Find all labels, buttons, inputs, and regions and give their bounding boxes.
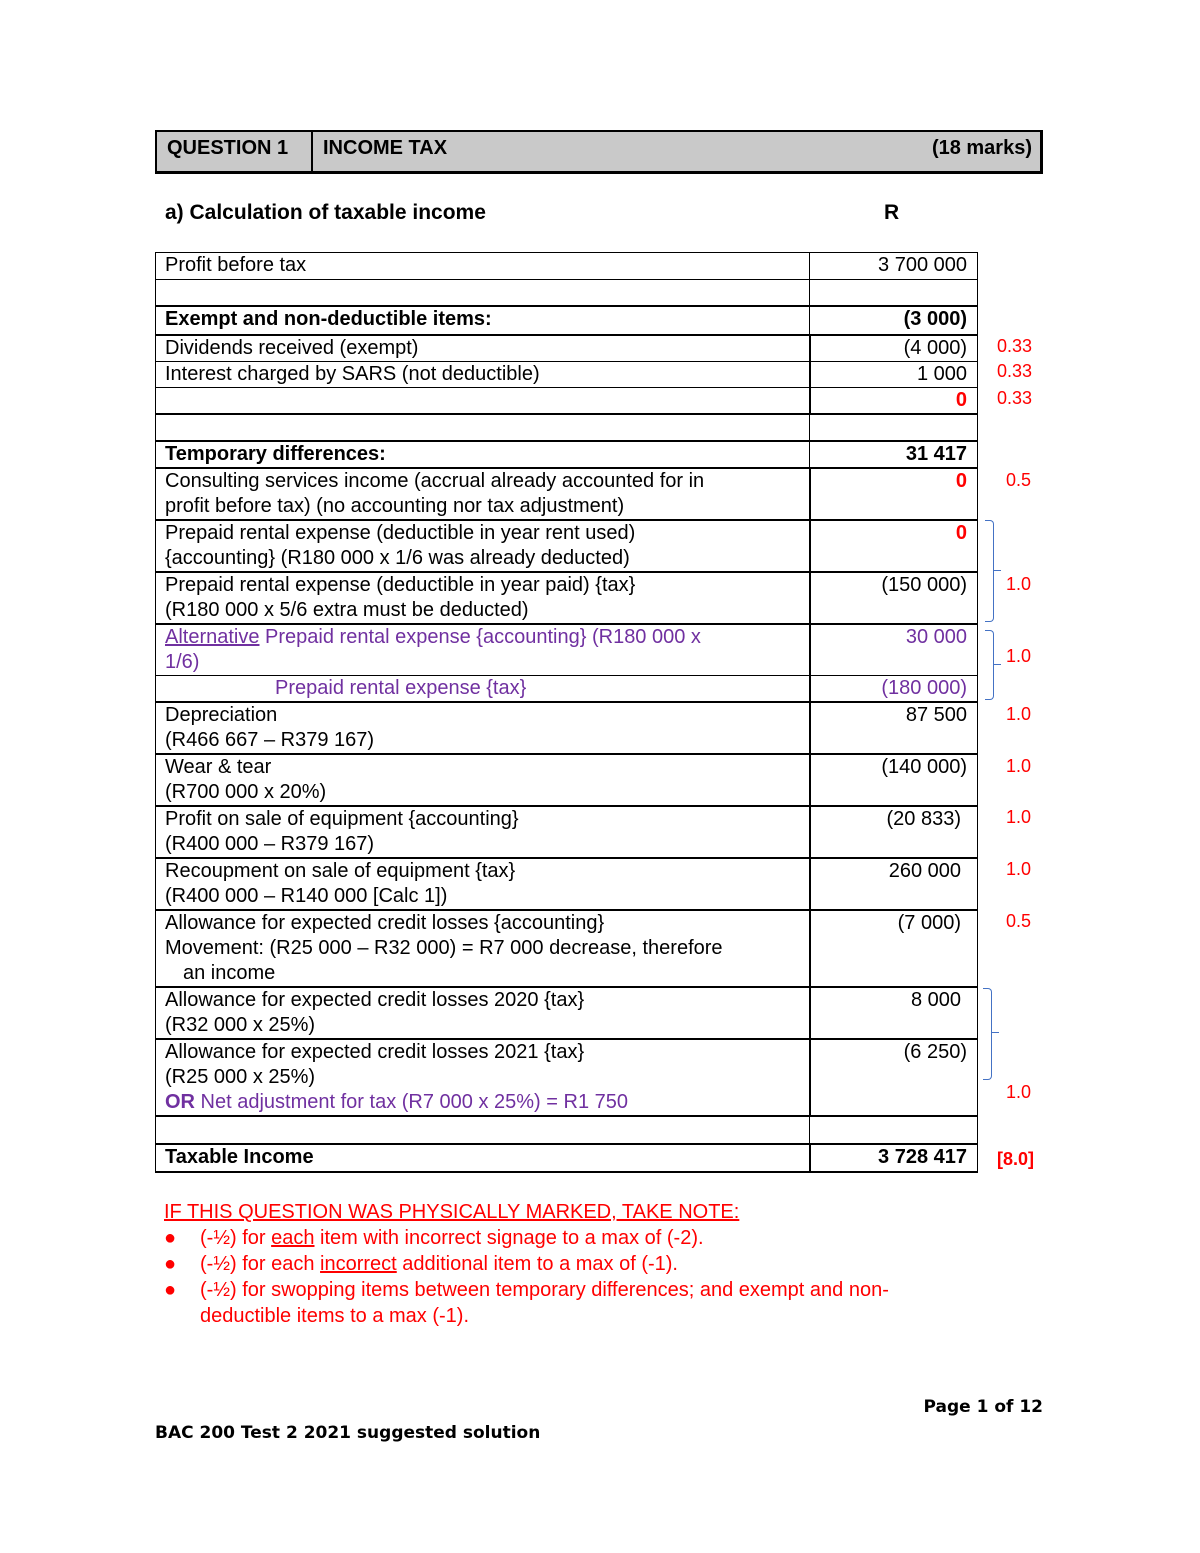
table-row <box>156 362 978 388</box>
mark-profit-sale: 1.0 <box>1006 807 1032 827</box>
row-amount: (150 000) <box>810 572 978 624</box>
mark-interest: 0.33 <box>997 361 1033 381</box>
currency-heading: R <box>884 201 900 224</box>
table-row <box>156 806 978 858</box>
blank-cell <box>810 414 978 441</box>
mark-recoupment: 1.0 <box>1006 859 1032 879</box>
mark-consulting: 0.5 <box>1006 470 1032 490</box>
table-row <box>156 987 978 1039</box>
row-amount: 0 <box>810 388 978 415</box>
table-row <box>156 335 978 362</box>
blank-cell <box>156 414 810 441</box>
row-amount: 8 000 <box>810 987 978 1039</box>
question-header <box>155 130 1043 174</box>
mark-prepaid: 1.0 <box>1006 574 1032 594</box>
table-row <box>156 1116 978 1144</box>
table-row <box>156 624 978 676</box>
mark-ecl-tax: 1.0 <box>1006 1082 1032 1102</box>
row-label: Profit before tax <box>156 253 810 280</box>
row-label: Depreciation (R466 667 – R379 167) <box>156 702 810 754</box>
row-amount: 0 <box>810 468 978 520</box>
table-row <box>156 1039 978 1116</box>
brace-alternative <box>985 630 994 700</box>
marking-note <box>164 1199 994 1329</box>
row-amount: 30 000 <box>810 624 978 676</box>
table-row <box>156 1144 978 1172</box>
mark-wear: 1.0 <box>1006 756 1032 776</box>
row-label: Temporary differences: <box>156 441 810 468</box>
row-label: Prepaid rental expense (deductible in year paid) {tax} (R180 000 x 5/6 extra must be deducted) <box>156 572 810 624</box>
row-amount: 260 000 <box>810 858 978 910</box>
row-amount: (4 000) <box>810 335 978 362</box>
bullet-icon: ● <box>164 1227 177 1249</box>
table-row <box>156 676 978 703</box>
row-amount: 0 <box>810 520 978 572</box>
row-amount: (20 833) <box>810 806 978 858</box>
row-amount: (6 250) <box>810 1039 978 1116</box>
row-label: Prepaid rental expense (deductible in year rent used) {accounting} (R180 000 x 1/6 was already deducted) <box>156 520 810 572</box>
table-row <box>156 858 978 910</box>
table-row <box>156 702 978 754</box>
table-row <box>156 253 978 280</box>
row-amount: 31 417 <box>810 441 978 468</box>
row-label: Consulting services income (accrual already accounted for in profit before tax) (no accounting nor tax adjustment) <box>156 468 810 520</box>
note-title: IF THIS QUESTION WAS PHYSICALLY MARKED, TAKE NOTE: <box>164 1201 740 1223</box>
table-row <box>156 306 978 335</box>
table-row <box>156 414 978 441</box>
table-row <box>156 280 978 307</box>
document-footer: BAC 200 Test 2 2021 suggested solution <box>155 1423 541 1443</box>
note-item: ● (-½) for swopping items between temporary differences; and exempt and non- deductible items to a max (-1). <box>164 1279 889 1327</box>
row-amount: (180 000) <box>810 676 978 703</box>
row-label: Allowance for expected credit losses {accounting} Movement: (R25 000 – R32 000) = R7 000 decrease, therefore an income <box>156 910 810 987</box>
table-row <box>156 520 978 572</box>
mark-total: [8.0] <box>997 1149 1035 1169</box>
row-amount: (7 000) <box>810 910 978 987</box>
row-amount: (3 000) <box>810 306 978 335</box>
row-label: Alternative Prepaid rental expense {accounting} (R180 000 x 1/6) <box>156 624 810 676</box>
row-label: Taxable Income <box>156 1144 810 1172</box>
row-label: Wear & tear (R700 000 x 20%) <box>156 754 810 806</box>
row-amount: 3 700 000 <box>810 253 978 280</box>
blank-cell <box>810 280 978 307</box>
note-item: ● (-½) for each incorrect additional item to a max of (-1). <box>164 1253 678 1275</box>
row-label: Allowance for expected credit losses 2021 {tax} (R25 000 x 25%) OR Net adjustment for tax (R7 000 x 25%) = R1 750 <box>156 1039 810 1116</box>
brace-prepaid <box>985 520 994 622</box>
blank-cell <box>156 388 810 415</box>
brace-tip <box>993 664 1001 665</box>
row-label: Profit on sale of equipment {accounting} (R400 000 – R379 167) <box>156 806 810 858</box>
question-marks: (18 marks) <box>931 137 1032 159</box>
table-row <box>156 388 978 415</box>
row-label: Recoupment on sale of equipment {tax} (R400 000 – R140 000 [Calc 1]) <box>156 858 810 910</box>
brace-tip <box>993 570 1001 571</box>
blank-cell <box>810 1116 978 1144</box>
row-amount: 87 500 <box>810 702 978 754</box>
bullet-icon: ● <box>164 1253 177 1275</box>
brace-ecl <box>983 988 992 1080</box>
brace-tip <box>991 1032 999 1033</box>
question-title: INCOME TAX <box>323 137 448 159</box>
row-label: Exempt and non-deductible items: <box>156 306 810 335</box>
mark-depreciation: 1.0 <box>1006 704 1032 724</box>
blank-cell <box>156 280 810 307</box>
mark-dividends: 0.33 <box>997 336 1033 356</box>
section-heading: a) Calculation of taxable income <box>165 201 486 224</box>
mark-zero: 0.33 <box>997 388 1033 408</box>
row-label: Interest charged by SARS (not deductible) <box>156 362 810 388</box>
row-amount: 3 728 417 <box>810 1144 978 1172</box>
row-label: Allowance for expected credit losses 2020 {tax} (R32 000 x 25%) <box>156 987 810 1039</box>
note-item: ● (-½) for each item with incorrect signage to a max of (-2). <box>164 1227 704 1249</box>
mark-ecl-accounting: 0.5 <box>1006 911 1032 931</box>
row-amount: (140 000) <box>810 754 978 806</box>
row-amount: 1 000 <box>810 362 978 388</box>
question-number: QUESTION 1 <box>167 137 289 159</box>
row-label: Prepaid rental expense {tax} <box>156 676 810 703</box>
table-row <box>156 572 978 624</box>
taxable-income-table <box>155 252 978 1173</box>
page-number: Page 1 of 12 <box>923 1397 1043 1417</box>
table-row <box>156 910 978 987</box>
bullet-icon: ● <box>164 1279 177 1301</box>
row-label: Dividends received (exempt) <box>156 335 810 362</box>
table-row <box>156 441 978 468</box>
mark-alternative: 1.0 <box>1006 646 1032 666</box>
blank-cell <box>156 1116 810 1144</box>
table-row <box>156 468 978 520</box>
table-row <box>156 754 978 806</box>
